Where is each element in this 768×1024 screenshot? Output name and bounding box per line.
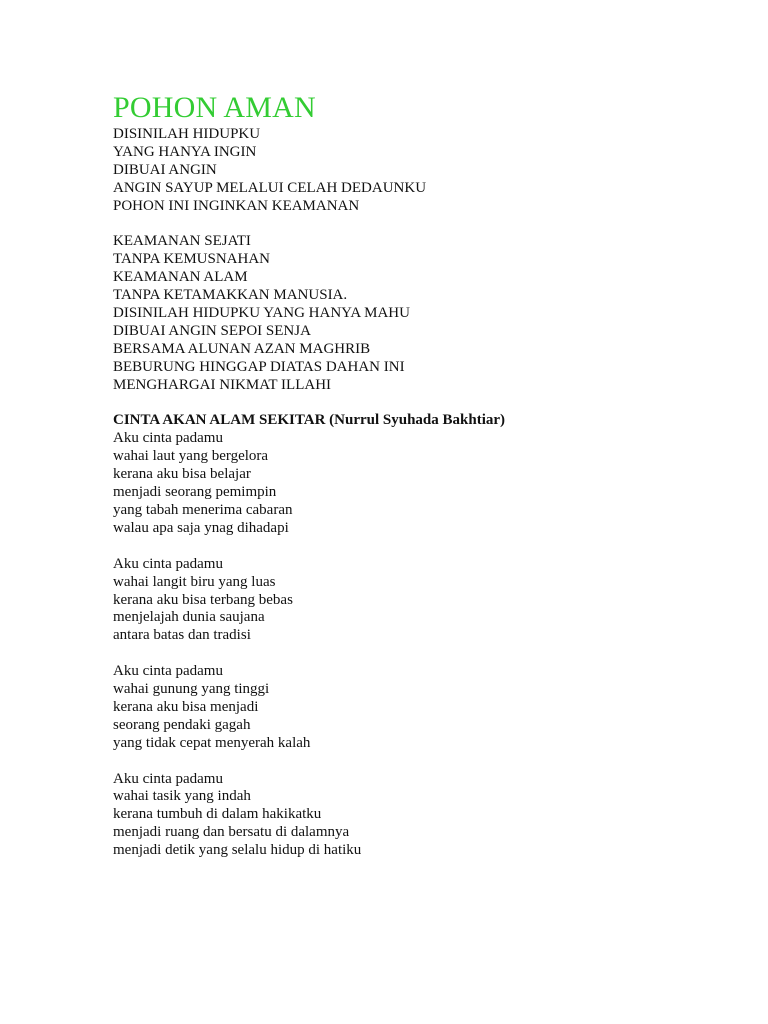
- poem-line: DIBUAI ANGIN SEPOI SENJA: [113, 322, 311, 339]
- poem-line: MENGHARGAI NIKMAT ILLAHI: [113, 376, 332, 393]
- poem-cinta-akan-alam-sekitar: [113, 412, 733, 860]
- poem-line: kerana aku bisa belajar: [113, 466, 251, 483]
- poem-line: menjadi seorang pemimpin: [113, 484, 277, 501]
- poem-line: Aku cinta padamu: [113, 555, 223, 572]
- poem-line: DISINILAH HIDUPKU: [113, 126, 261, 142]
- poem-line: BERSAMA ALUNAN AZAN MAGHRIB: [113, 340, 371, 357]
- stanza: [113, 126, 733, 216]
- poem-line: YANG HANYA INGIN: [113, 143, 257, 160]
- stanza: [113, 663, 733, 753]
- poem-line: TANPA KEMUSNAHAN: [113, 251, 271, 268]
- poem-line: Aku cinta padamu: [113, 430, 223, 447]
- poem-line: KEAMANAN SEJATI: [113, 233, 251, 250]
- poem-heading: CINTA AKAN ALAM SEKITAR (Nurrul Syuhada Bakhtiar): [113, 412, 506, 429]
- poem-line: yang tidak cepat menyerah kalah: [113, 734, 311, 751]
- poem-line: TANPA KETAMAKKAN MANUSIA.: [113, 287, 348, 304]
- poem-line: wahai gunung yang tinggi: [113, 681, 270, 698]
- poem-line: antara batas dan tradisi: [113, 627, 251, 644]
- poem-line: POHON INI INGINKAN KEAMANAN: [113, 197, 360, 214]
- poem-line: wahai laut yang bergelora: [113, 448, 269, 465]
- poem-line: DIBUAI ANGIN: [113, 161, 217, 178]
- stanza: [113, 233, 733, 394]
- poem-line: Aku cinta padamu: [113, 770, 223, 787]
- stanza: [113, 771, 733, 861]
- poem-line: menjadi ruang dan bersatu di dalamnya: [113, 824, 350, 841]
- poem-line: menjadi detik yang selalu hidup di hatiku: [113, 842, 362, 859]
- poem-line: kerana aku bisa menjadi: [113, 698, 259, 715]
- stanza: [113, 430, 733, 537]
- poem-line: ANGIN SAYUP MELALUI CELAH DEDAUNKU: [113, 179, 427, 196]
- poem-line: DISINILAH HIDUPKU YANG HANYA MAHU: [113, 305, 410, 322]
- poem-line: kerana tumbuh di dalam hakikatku: [113, 806, 322, 823]
- poem-pohon-aman: [113, 126, 733, 395]
- poem-title: POHON AMAN: [113, 91, 316, 124]
- document-page: [113, 90, 733, 860]
- poem-line: wahai langit biru yang luas: [113, 573, 276, 590]
- poem-line: walau apa saja ynag dihadapi: [113, 519, 289, 536]
- poem-line: wahai tasik yang indah: [113, 788, 251, 805]
- poem-line: menjelajah dunia saujana: [113, 609, 265, 626]
- poem-line: seorang pendaki gagah: [113, 716, 251, 733]
- stanza: [113, 556, 733, 646]
- poem-line: Aku cinta padamu: [113, 663, 223, 680]
- poem-line: yang tabah menerima cabaran: [113, 502, 293, 518]
- poem-line: kerana aku bisa terbang bebas: [113, 591, 293, 608]
- poem-line: KEAMANAN ALAM: [113, 269, 248, 286]
- poem-line: BEBURUNG HINGGAP DIATAS DAHAN INI: [113, 358, 405, 375]
